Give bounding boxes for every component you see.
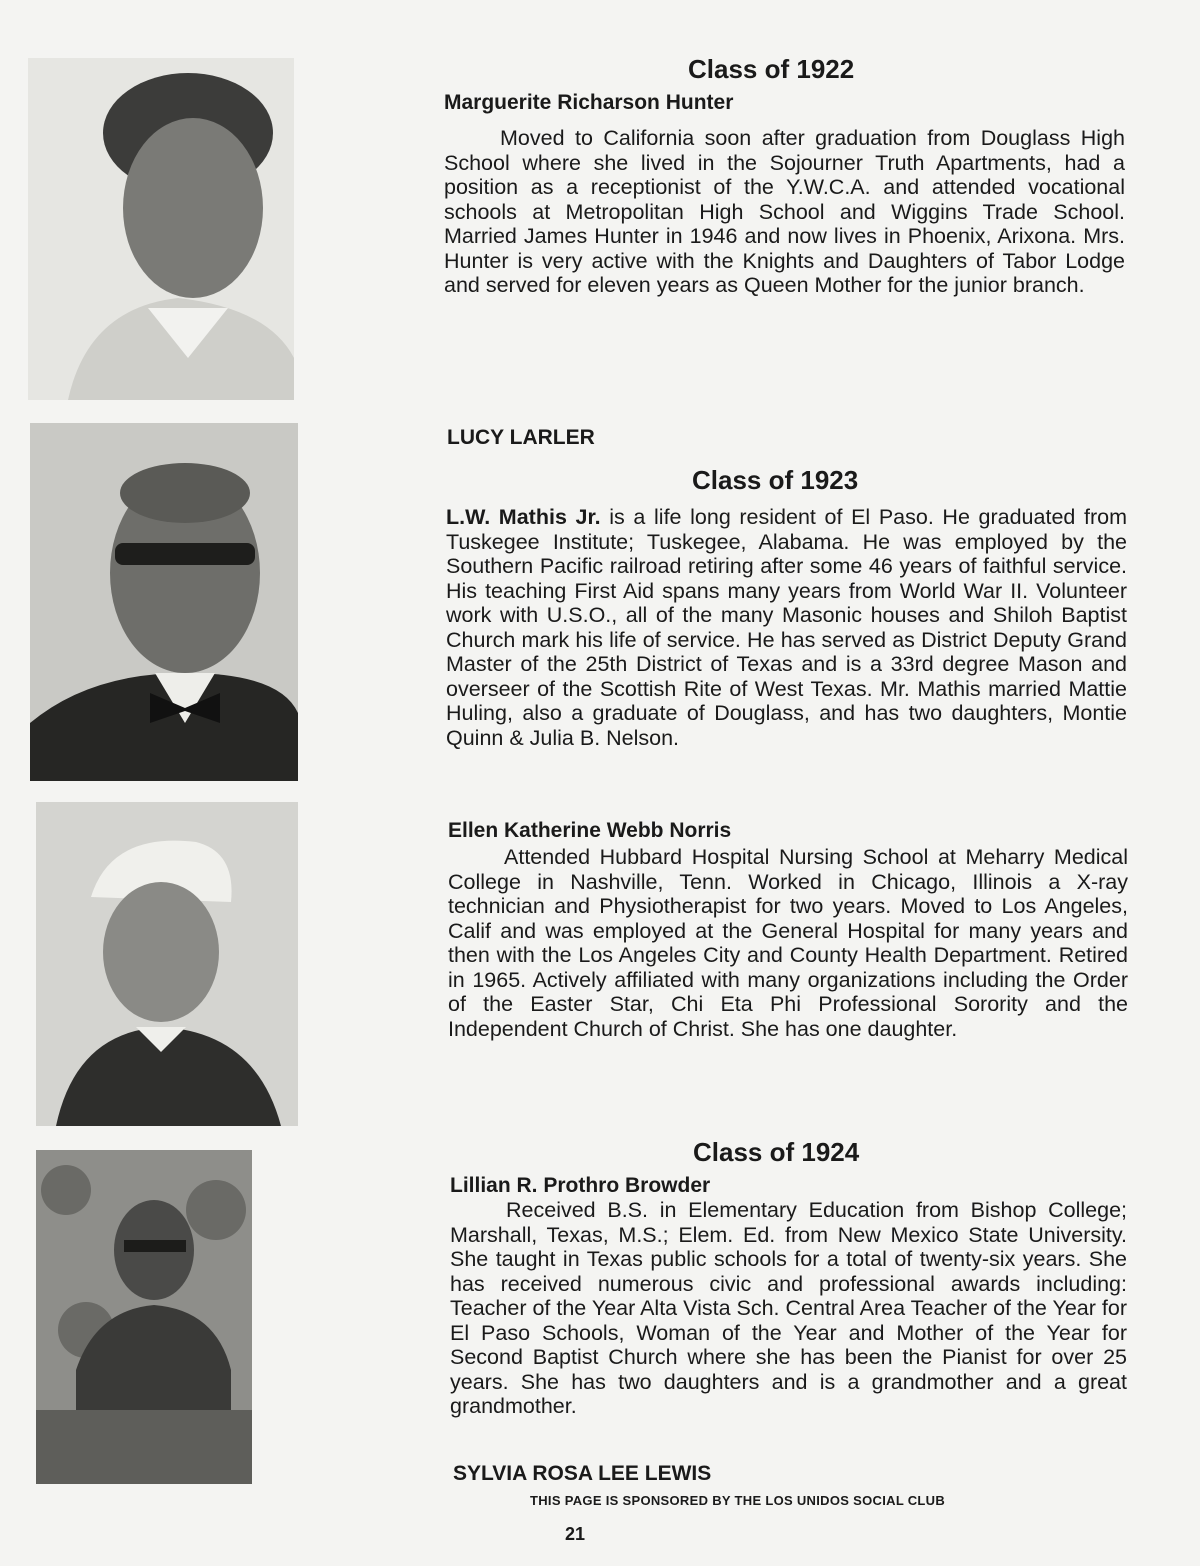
- entry-name-norris: Ellen Katherine Webb Norris: [448, 819, 732, 842]
- entry-bio-norris: Attended Hubbard Hospital Nursing School at Meharry Medical College in Nashville, Tenn. Worked in Chicago, Illinois a X-ray technician and Physiotherapist for two years. Moved to Los Angeles, Calif and was employed at the General Hospital for many years and then with the Los Angeles City and County Health Department. Retired in 1965. Actively affiliated with many organizations including the Order of the Easter Star, Chi Eta Phi Professional Sorority and the Independent Church of Christ. She has one daughter.: [448, 845, 1128, 1041]
- portrait-photo-mathis: [30, 423, 298, 781]
- portrait-photo-hunter: [28, 58, 294, 400]
- entry-name-hunter: Marguerite Richarson Hunter: [444, 91, 734, 114]
- entry-bio-hunter: Moved to California soon after graduation from Douglass High School where she lived in the Sojourner Truth Apartments, had a position as a receptionist of the Y.W.C.A. and attended vocational schools at Metropolitan High School and Wiggins Trade School. Married James Hunter in 1946 and now lives in Phoenix, Arixona. Mrs. Hunter is very active with the Knights and Daughters of Tabor Lodge and served for eleven years as Queen Mother for the junior branch.: [444, 126, 1125, 297]
- portrait-silhouette-icon: [36, 802, 298, 1126]
- portrait-silhouette-icon: [36, 1150, 252, 1484]
- sponsor-line: THIS PAGE IS SPONSORED BY THE LOS UNIDOS SOCIAL CLUB: [530, 1493, 946, 1508]
- entry-bio-browder: Received B.S. in Elementary Education from Bishop College; Marshall, Texas, M.S.; Elem. Ed. from New Mexico State University. She taught in Texas public schools for a total of twenty-six years. She has received numerous civic and professional awards including: Teacher of the Year Alta Vista Sch. Central Area Teacher of the Year for El Paso Schools, Woman of the Year and Mother of the Year for Second Baptist Church where she has been the Pianist for over 25 years. She has two daughters and is a grandmother and a great grandmother.: [450, 1198, 1127, 1418]
- page-number: 21: [565, 1524, 586, 1544]
- section-heading-1924: Class of 1924: [693, 1137, 860, 1167]
- entry-name-lewis: SYLVIA ROSA LEE LEWIS: [453, 1462, 712, 1485]
- portrait-silhouette-icon: [30, 423, 298, 781]
- entry-bio-mathis-text: is a life long resident of El Paso. He graduated from Tuskegee Institute; Tuskegee, Alabama. He was employed by the Southern Pacific railroad retiring after some 46 years of faithful service. His teaching First Aid spans many years from World War II. Volunteer work with U.S.O., all of the many Masonic houses and Shiloh Baptist Church mark his life of service. He has served as District Deputy Grand Master of the 25th District of Texas and is a 33rd degree Mason and overseer of the Scottish Rite of West Texas. Mr. Mathis married Mattie Huling, also a graduate of Douglass, and has two daughters, Montie Quinn & Julia B. Nelson.: [446, 505, 1127, 750]
- section-heading-1923: Class of 1923: [692, 465, 859, 495]
- entry-name-mathis: L.W. Mathis Jr.: [446, 505, 601, 529]
- portrait-photo-norris: [36, 802, 298, 1126]
- entry-bio-mathis: [446, 505, 1127, 750]
- portrait-photo-browder: [36, 1150, 252, 1484]
- entry-name-browder: Lillian R. Prothro Browder: [450, 1174, 711, 1197]
- entry-name-larler: LUCY LARLER: [447, 426, 595, 449]
- portrait-silhouette-icon: [28, 58, 294, 400]
- section-heading-1922: Class of 1922: [688, 54, 855, 84]
